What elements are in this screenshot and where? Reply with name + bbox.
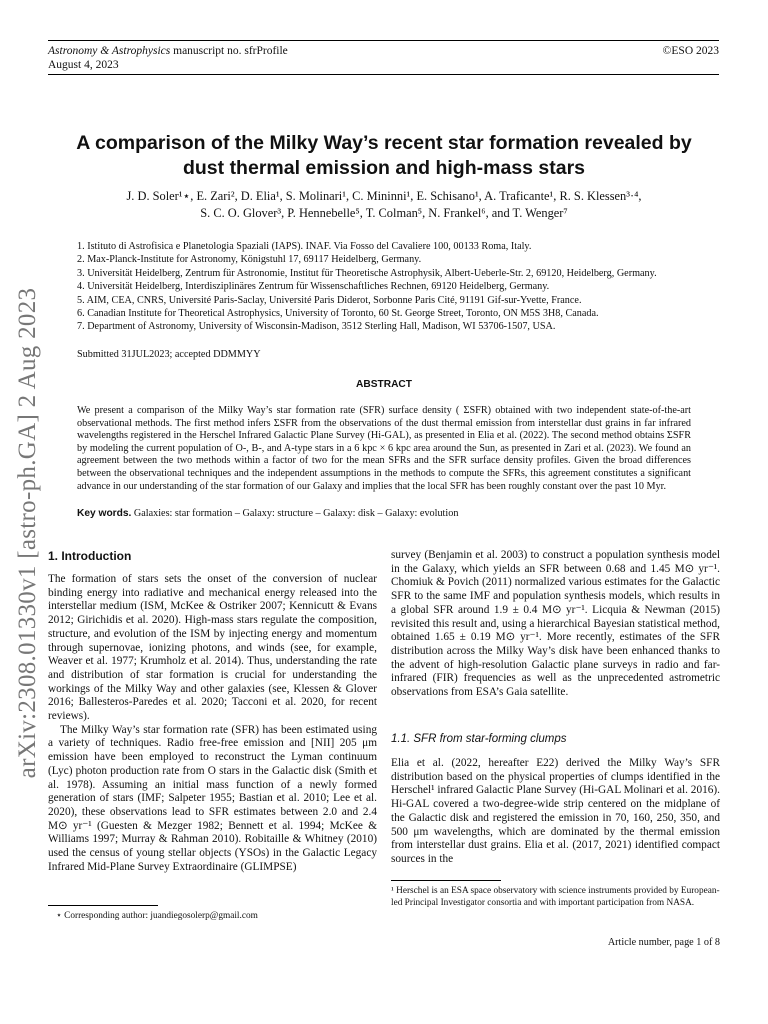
header-rule-bottom [48,74,719,75]
section-heading-introduction: 1. Introduction [48,549,132,563]
affiliation: 1. Istituto di Astrofisica e Planetologia Spaziali (IAPS). INAF. Via Fosso del Cavaliere 100, 00133 Roma, Italy. [77,241,532,252]
footnote-herschel: ¹ Herschel is an ESA space observatory with science instruments provided by European-led Principal Investigator consortia and with important participation from NASA. [391,886,720,908]
title-line-1: A comparison of the Milky Way’s recent star formation revealed by [76,132,692,154]
header-date: August 4, 2023 [48,59,119,71]
right-column-body-2 [391,757,720,867]
authors-line-1: J. D. Soler¹⋆, E. Zari², D. Elia¹, S. Molinari¹, C. Mininni¹, E. Schisano¹, A. Traficante¹, R. S. Klessen³·⁴, [126,189,642,203]
copyright: ©ESO 2023 [662,45,719,57]
abstract-heading: ABSTRACT [355,379,413,390]
header-rule-top [48,40,719,41]
page-number: Article number, page 1 of 8 [607,937,720,948]
paper-title [40,131,728,181]
subsection-heading: 1.1. SFR from star-forming clumps [391,733,567,745]
footnote-rule-right [391,880,501,881]
abstract-body: We present a comparison of the Milky Way’s star formation rate (SFR) surface density ( ΣSFR) obtained with two independent state-of-the-art observational methods. The first method infers ΣSFR from the observations of the dust thermal emission from interstellar dust grains in far infrared wavelengths registered in the Herschel Infrared Galactic Plane Survey (Hi-GAL), as presented in Elia et al. (2022). The second method obtains ΣSFR by modeling the current population of O-, B-, and A-type stars in a 6 kpc × 6 kpc area around the Sun, as presented in Zari et al. (2023). We found an agreement between the two methods within a factor of two for the mean SFRs and the SFR surface density profiles. Given the broad differences between the observational techniques and the independent assumptions in the methods to compute the SFRs, this agreement constitutes a significant advance in our understanding of the star formation of our Galaxy and implies that the local SFR has been roughly constant over the past 10 Myr. [77,405,691,492]
running-header [48,44,288,58]
right-paragraph-1: survey (Benjamin et al. 2003) to construct a population synthesis model in the Galaxy, which yields an SFR between 0.68 and 1.45 M⊙ yr⁻¹. Chomiuk & Povich (2011) normalized various estimates for the Galactic SFR to the same IMF and population synthesis models, which results in a global SFR around 1.9 ± 0.4 M⊙ yr⁻¹. Licquia & Newman (2015) revisited this result and, using a hierarchical Bayesian statistical method, obtained 1.65 ± 0.19 M⊙ yr⁻¹. More recently, estimates of the SFR distribution across the Milky Way’s disk have been enhanced thanks to the advent of high-resolution Galactic plane surveys in radio and far-infrared (FIR) frequencies as well as the unprecedented astrometric observations from ESA’s Gaia satellite. [391,549,720,699]
keywords-label: Key words. [77,508,132,519]
journal-name: Astronomy & Astrophysics [48,45,171,57]
intro-paragraph-1: The formation of stars sets the onset of the conversion of nuclear binding energy into radiative and mechanical energy released into the interstellar medium (ISM, McKee & Ostriker 2007; Kennicutt & Evans 2012; Girichidis et al. 2020). High-mass stars regulate the composition, structure, and evolution of the ISM by injecting energy and momentum through supernovae, ionizing photons, and winds (see, for example, Weaver et al. 1977; Krumholz et al. 2014). Thus, understanding the rate and distribution of star formation is crucial for understanding the workings of the Milky Way and other galaxies (see, Klessen & Glover 2016; Ballesteros-Paredes et al. 2020; Tacconi et al. 2020, for recent reviews). [48,573,377,723]
author-list [60,188,708,222]
affiliation: 2. Max-Planck-Institute for Astronomy, Königstuhl 17, 69117 Heidelberg, Germany. [77,254,422,266]
intro-paragraph-2: The Milky Way’s star formation rate (SFR) has been estimated using a variety of techniques. Radio free-free emission and [NII] 205 μm emission have been employed to reconstruct the Lyman continuum (Lyc) photon production rate from O stars in the Galactic disk (Smith et al. 1978). Assuming an initial mass function of a newly formed generation of stars (IMF; Salpeter 1955; Bastian et al. 2010; Lee et al. 2020), these observations lead to SFR estimates between 2.0 and 2.4 M⊙ yr⁻¹ (Guesten & Mezger 1982; Bennett et al. 1994; McKee & Williams 1997; Murray & Rahman 2010). Robitaille & Whitney (2010) used the census of young stellar objects (YSOs) in the Galactic Legacy Infrared Mid-Plane Survey Extraordinaire (GLIMPSE) [48,723,377,873]
authors-line-2: S. C. O. Glover³, P. Hennebelle⁵, T. Colman⁵, N. Frankel⁶, and T. Wenger⁷ [200,206,568,220]
affiliation: 5. AIM, CEA, CNRS, Université Paris-Saclay, Université Paris Diderot, Sorbonne Paris Cité, 91191 Gif-sur-Yvette, France. [77,294,582,306]
affiliations [77,240,703,334]
arxiv-stamp-text: arXiv:2308.01330v1 [astro-ph.GA] 2 Aug 2023 [14,287,41,779]
arxiv-stamp [8,287,48,779]
left-column-body [48,573,377,874]
affiliation: 7. Department of Astronomy, University of Wisconsin-Madison, 3512 Sterling Hall, Madison, WI 53706-1507, USA. [77,321,556,333]
right-paragraph-2: Elia et al. (2022, hereafter E22) derived the Milky Way’s SFR distribution based on the physical properties of clumps identified in the Herschel¹ infrared Galactic Plane Survey (Hi-GAL Molinari et al. 2016). Hi-GAL covered a two-degree-wide strip centered on the midplane of the Galactic disk and registered the emission in 70, 160, 250, 350, and 500 μm wavelengths, which are dominated by the thermal emission from interstellar dust grains. Elia et al. (2017, 2021) identified compact sources in the [391,757,720,865]
title-line-2: dust thermal emission and high-mass stars [182,157,586,179]
footnote-corresponding-author: ⋆ Corresponding author: juandiegosolerp@gmail.com [56,911,258,921]
keywords-text: Galaxies: star formation – Galaxy: structure – Galaxy: disk – Galaxy: evolution [133,508,459,519]
right-column-body [391,549,720,700]
manuscript-id: manuscript no. sfrProfile [173,45,288,57]
submission-dates: Submitted 31JUL2023; accepted DDMMYY [77,349,261,360]
keywords [77,508,691,519]
affiliation: 6. Canadian Institute for Theoretical Astrophysics, University of Toronto, 60 St. George Street, Toronto, ON M5S 3H8, Canada. [77,308,599,320]
affiliation: 4. Universität Heidelberg, Interdisziplinäres Zentrum für Wissenschaftliches Rechnen, 69120 Heidelberg, Germany. [77,281,550,293]
footnote-rule-left [48,905,158,906]
affiliation: 3. Universität Heidelberg, Zentrum für Astronomie, Institut für Theoretische Astrophysik, Albert-Ueberle-Str. 2, 69120, Heidelberg, Germany. [77,267,657,279]
